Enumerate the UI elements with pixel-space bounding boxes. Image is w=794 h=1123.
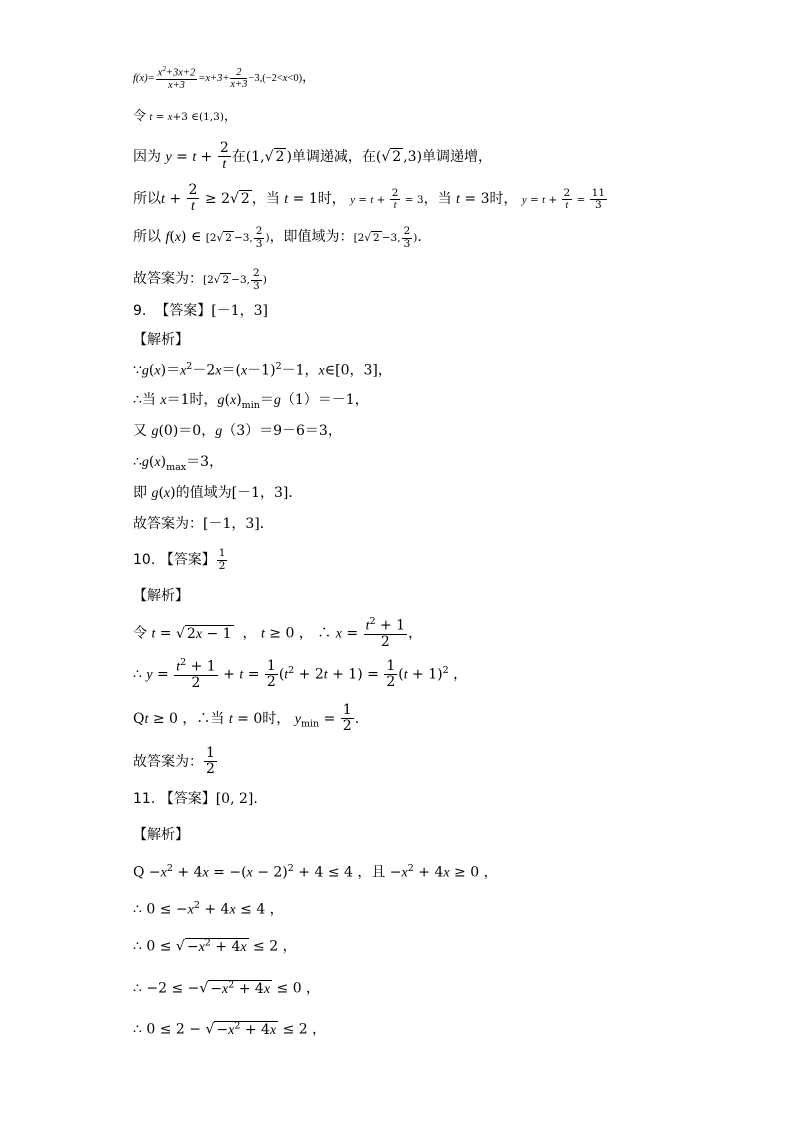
answer-9: 9. 【答案】[－1，3]: [133, 303, 269, 319]
formula-line-17: 令 t = √ 2x − 1 ， t ≥ 0 ， ∴ x = $\frac{t^2 + 1}{2}$ ，: [133, 616, 423, 651]
formula-line-4: 所以t + $\frac{2}{t}$ ≥ 2√ 2 ，当 t = 1时， y = t + $\frac{2}{t}$ = 3，当 t = 3时， y = t + $\frac{2}{t}$ = $\frac{11}{3}$: [133, 182, 606, 215]
formula-line-25: ∴ 0 ≤ √ $-x^2 + 4x \le 2$ ，: [133, 937, 297, 955]
formula-line-6: 故答案为：[2√ 2 −3, $\frac{2}{3}$ ): [133, 267, 267, 292]
formula-line-27: ∴ 0 ≤ 2 − √ $-x^2 + 4x \le 2$ ，: [133, 1020, 327, 1038]
analysis-heading-10: 【解析】: [133, 588, 189, 604]
formula-line-26: ∴ −2 ≤ −√ $-x^2 + 4x \le 0$ ，: [133, 979, 321, 997]
answer-10: 10. 【答案】 $\frac{1}{2}$: [133, 547, 226, 572]
formula-line-14: 故答案为：[－1，3]．: [133, 516, 274, 532]
answer-11: 11. 【答案】[0, 2].: [133, 791, 258, 807]
formula-line-5: 所以 f(x) ∈ [2√ 2 −3, $\frac{2}{3}$ )，即值域为：[2√ 2 −3, $\frac{2}{3}$ ).: [133, 225, 422, 250]
formula-line-3: 因为 y = t + $\frac{2}{t}$ 在(1,√ 2 )单调递减，在(√ 2 ,3)单调递增，: [133, 140, 493, 173]
formula-line-2: 令 t = x+3 ∈(1,3)，: [133, 109, 237, 124]
formula-line-10: ∴当 x＝1时，$g(x)_{min}=g(1)=-1$，: [133, 392, 369, 411]
formula-line-18: ∴ y = $\frac{t^2 + 1}{2}$ + t = $\frac{1}{2}$ $(t^2 + 2t + 1)$ = $\frac{1}{2}$ $(t + 1)^2$ ，: [133, 657, 468, 692]
formula-line-9: $\because g(x)=x^2-2x=(x-1)^2-1$，x∈[0，3]，: [133, 361, 392, 379]
formula-line-19: Qt ≥ 0 ，∴当 t = 0时， $y_{min}$ = $\frac{1}{2}$ .: [133, 702, 360, 735]
analysis-heading-9: 【解析】: [133, 332, 189, 348]
formula-line-11: 又 g(0)＝0，g（3）＝9－6＝3，: [133, 423, 342, 439]
formula-line-13: 即 g(x)的值域为[－1，3]．: [133, 485, 303, 501]
formula-line-20: 故答案为： $\frac{1}{2}$: [133, 745, 215, 778]
analysis-heading-11: 【解析】: [133, 827, 189, 843]
formula-line-12: $\therefore g(x)_{max}=3$，: [133, 454, 224, 473]
formula-line-23: $Q -x^2 + 4x = -(x - 2)^2 + 4 \le 4$ ，且 $-x^2 + 4x \ge 0$ ，: [133, 863, 498, 881]
formula-line-24: ∴ $0 \le -x^2 + 4x \le 4$ ，: [133, 900, 284, 918]
formula-line-1: f(x)= $\frac{x^2+3x+2}{x+3}$ =x+3+ $\frac{2}{x+3}$ −3,(−2<x<0)，: [133, 65, 316, 92]
